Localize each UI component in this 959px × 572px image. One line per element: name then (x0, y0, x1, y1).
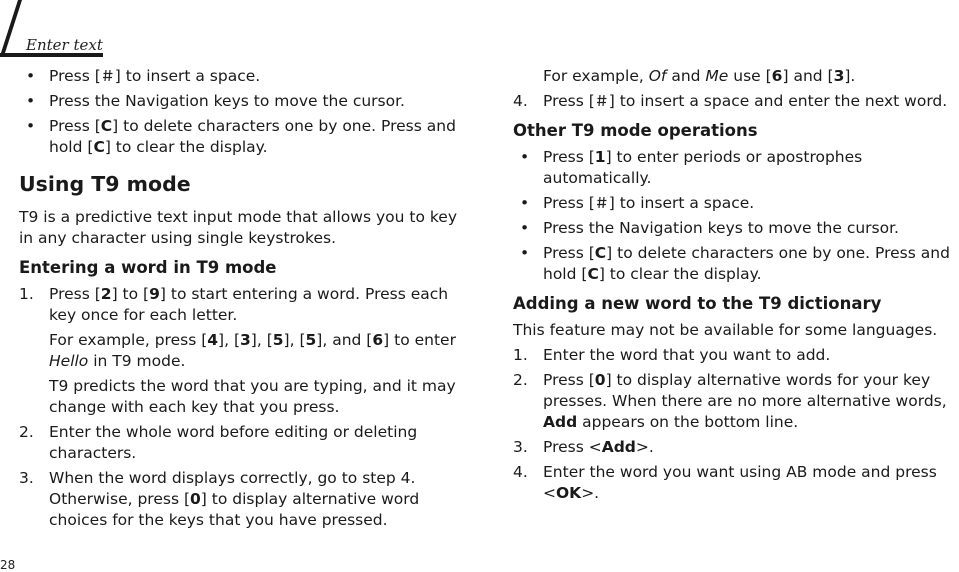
subheading-adding: Adding a new word to the T9 dictionary (513, 294, 882, 313)
list-item: • Press [1] to enter periods or apostrophes automatically. (520, 148, 863, 187)
step-item: 2. Press [0] to display alternative words for your key presses. When there are no more alternative words, Add appears on the bottom line. (513, 371, 947, 431)
list-item: • Press [C] to delete characters one by one. Press and hold [C] to clear the display. (520, 244, 950, 283)
step-item: 1. Enter the word that you want to add. (513, 346, 831, 364)
step-item: 4. Press [ ] to insert a space and enter the next word. (513, 92, 948, 110)
subheading-other: Other T9 mode operations (513, 121, 758, 140)
hash-key-icon (103, 69, 113, 82)
step-item: 3. When the word displays correctly, go to step 4. Otherwise, press [0] to display alternative word choices for the keys that you have pressed. (19, 469, 420, 529)
bullet-icon: • (520, 194, 530, 212)
bullet-icon: • (26, 67, 36, 85)
list-item: • Press [C] to delete characters one by one. Press and hold [C] to clear the display. (26, 117, 456, 156)
subheading-entering: Entering a word in T9 mode (19, 258, 277, 277)
step-item: 1. Press [2] to [9] to start entering a word. Press each key once for each letter. (19, 285, 449, 324)
hash-key-icon (597, 196, 607, 209)
list-item: • Press the Navigation keys to move the cursor. (520, 219, 899, 237)
bullet-icon: • (520, 244, 530, 262)
header-title: Enter text (26, 36, 103, 54)
step-note: T9 predicts the word that you are typing, and it may change with each key that you press. (49, 377, 456, 416)
bullet-icon: • (520, 148, 530, 166)
list-item: • Press [ ] to insert a space. (26, 67, 261, 85)
list-item: • Press the Navigation keys to move the cursor. (26, 92, 405, 110)
section-intro: T9 is a predictive text input mode that allows you to key in any character using single keystrokes. (19, 208, 457, 247)
hash-key-icon (597, 94, 607, 107)
step-item: 4. Enter the word you want using AB mode and press <OK>. (513, 463, 937, 502)
step-item: 3. Press <Add>. (513, 438, 654, 456)
step-example-continued: For example, Of and Me use [6] and [3]. (543, 67, 856, 85)
page-number: 28 (0, 558, 16, 572)
step-example: For example, press [4], [3], [5], [5], and [6] to enter Hello in T9 mode. (49, 331, 456, 370)
right-column (513, 66, 959, 508)
step-item: 2. Enter the whole word before editing or deleting characters. (19, 423, 418, 462)
list-item: • Press [ ] to insert a space. (520, 194, 755, 212)
left-column (19, 66, 459, 535)
bullet-icon: • (26, 92, 36, 110)
bullet-icon: • (26, 117, 36, 135)
adding-intro: This feature may not be available for some languages. (513, 321, 938, 339)
section-heading: Using T9 mode (19, 172, 191, 196)
bullet-icon: • (520, 219, 530, 237)
